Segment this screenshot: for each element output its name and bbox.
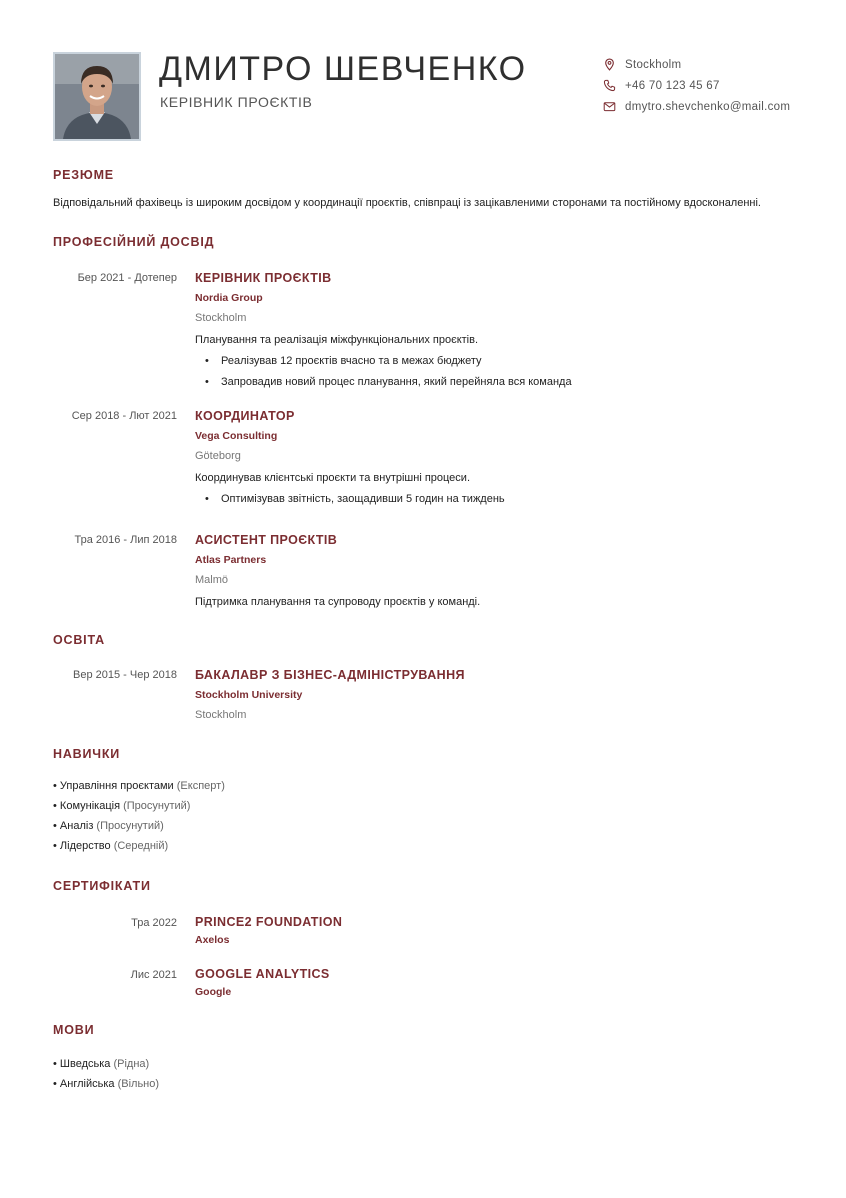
skill-item: • Управління проєктами (Експерт) bbox=[53, 780, 225, 792]
certificate-issuer: Axelos bbox=[195, 934, 230, 946]
contact-email bbox=[603, 96, 790, 117]
languages-list bbox=[53, 1057, 159, 1097]
profile-photo bbox=[53, 52, 141, 141]
entry-company: Atlas Partners bbox=[195, 554, 267, 566]
skill-level: (Просунутий) bbox=[123, 800, 191, 812]
language-item: • Англійська (Вільно) bbox=[53, 1078, 160, 1090]
contact-list bbox=[603, 54, 790, 117]
entry-description: Координував клієнтські проєкти та внутрішні процеси. bbox=[195, 472, 470, 484]
skill-name: Комунікація bbox=[59, 800, 121, 812]
language-name: Шведська bbox=[59, 1058, 111, 1070]
entry-dates: Тра 2016 - Лип 2018 bbox=[74, 534, 177, 546]
contact-phone bbox=[603, 75, 790, 96]
entry-company: Vega Consulting bbox=[195, 430, 278, 442]
skill-name: Аналіз bbox=[59, 820, 94, 832]
certificate-date: Лис 2021 bbox=[130, 969, 177, 981]
entry-bullets bbox=[205, 353, 805, 395]
person-photo-icon bbox=[55, 54, 139, 139]
bullet-item: • Оптимізував звітність, заощадивши 5 годин на тиждень bbox=[205, 491, 805, 512]
language-item: • Шведська (Рідна) bbox=[53, 1058, 150, 1070]
contact-location bbox=[603, 54, 790, 75]
skills-heading: НАВИЧКИ bbox=[53, 747, 121, 761]
mail-icon bbox=[603, 100, 616, 113]
entry-city: Stockholm bbox=[195, 312, 247, 324]
certificate-name: GOOGLE ANALYTICS bbox=[195, 967, 330, 981]
person-name: ДМИТРО ШЕВЧЕНКО bbox=[159, 50, 527, 88]
skill-item: • Комунікація (Просунутий) bbox=[53, 800, 191, 812]
summary-heading: РЕЗЮМЕ bbox=[53, 168, 114, 182]
skill-item: • Аналіз (Просунутий) bbox=[53, 820, 164, 832]
contact-phone-text: +46 70 123 45 67 bbox=[625, 79, 720, 92]
location-pin-icon bbox=[603, 58, 616, 71]
entry-bullets bbox=[205, 491, 805, 512]
certificates-heading: СЕРТИФІКАТИ bbox=[53, 879, 151, 893]
entry-city: Stockholm bbox=[195, 709, 247, 721]
summary-text: Відповідальний фахівець із широким досвідом у координації проєктів, співпраці із зацікавленими сторонами та постійному вдосконаленні. bbox=[53, 197, 761, 209]
skill-name: Управління проєктами bbox=[59, 780, 174, 792]
entry-body bbox=[195, 667, 805, 729]
entry-city: Malmö bbox=[195, 574, 229, 586]
bullet-item: • Запровадив новий процес планування, який перейняла вся команда bbox=[205, 374, 805, 395]
entry-role: АСИСТЕНТ ПРОЄКТІВ bbox=[195, 533, 338, 547]
skill-level: (Середній) bbox=[113, 840, 169, 852]
language-level: (Вільно) bbox=[117, 1078, 160, 1090]
language-level: (Рідна) bbox=[113, 1058, 150, 1070]
certificate-date: Тра 2022 bbox=[131, 917, 177, 929]
education-heading: ОСВІТА bbox=[53, 633, 105, 647]
entry-city: Göteborg bbox=[195, 450, 241, 462]
entry-description: Підтримка планування та супроводу проєктів у команді. bbox=[195, 596, 481, 608]
entry-school: Stockholm University bbox=[195, 689, 303, 701]
skill-level: (Експерт) bbox=[176, 780, 225, 792]
resume-header bbox=[53, 52, 793, 142]
certificate-body bbox=[195, 967, 805, 1004]
skill-name: Лідерство bbox=[59, 840, 111, 852]
language-name: Англійська bbox=[59, 1078, 115, 1090]
person-title: КЕРІВНИК ПРОЄКТІВ bbox=[160, 94, 313, 110]
certificate-body bbox=[195, 915, 805, 952]
bullet-item: • Реалізував 12 проєктів вчасно та в межах бюджету bbox=[205, 353, 805, 374]
entry-body bbox=[195, 532, 805, 615]
entry-body bbox=[195, 270, 805, 395]
skills-list bbox=[53, 779, 225, 859]
skill-item: • Лідерство (Середній) bbox=[53, 840, 169, 852]
entry-dates: Вер 2015 - Чер 2018 bbox=[73, 669, 177, 681]
entry-company: Nordia Group bbox=[195, 292, 263, 304]
entry-body bbox=[195, 408, 805, 512]
entry-description: Планування та реалізація міжфункціональних проєктів. bbox=[195, 334, 479, 346]
skill-level: (Просунутий) bbox=[96, 820, 164, 832]
phone-icon bbox=[603, 79, 616, 92]
contact-email-text: dmytro.shevchenko@mail.com bbox=[625, 100, 791, 113]
entry-dates: Сер 2018 - Лют 2021 bbox=[71, 410, 177, 422]
contact-location-text: Stockholm bbox=[625, 58, 682, 71]
entry-dates: Бер 2021 - Дотепер bbox=[77, 272, 177, 284]
certificate-issuer: Google bbox=[195, 986, 232, 998]
entry-degree: БАКАЛАВР З БІЗНЕС-АДМІНІСТРУВАННЯ bbox=[195, 668, 465, 682]
entry-role: КЕРІВНИК ПРОЄКТІВ bbox=[195, 271, 332, 285]
languages-heading: МОВИ bbox=[53, 1023, 95, 1037]
entry-role: КООРДИНАТОР bbox=[195, 409, 295, 423]
certificate-name: PRINCE2 FOUNDATION bbox=[195, 915, 343, 929]
experience-heading: ПРОФЕСІЙНИЙ ДОСВІД bbox=[53, 235, 215, 249]
